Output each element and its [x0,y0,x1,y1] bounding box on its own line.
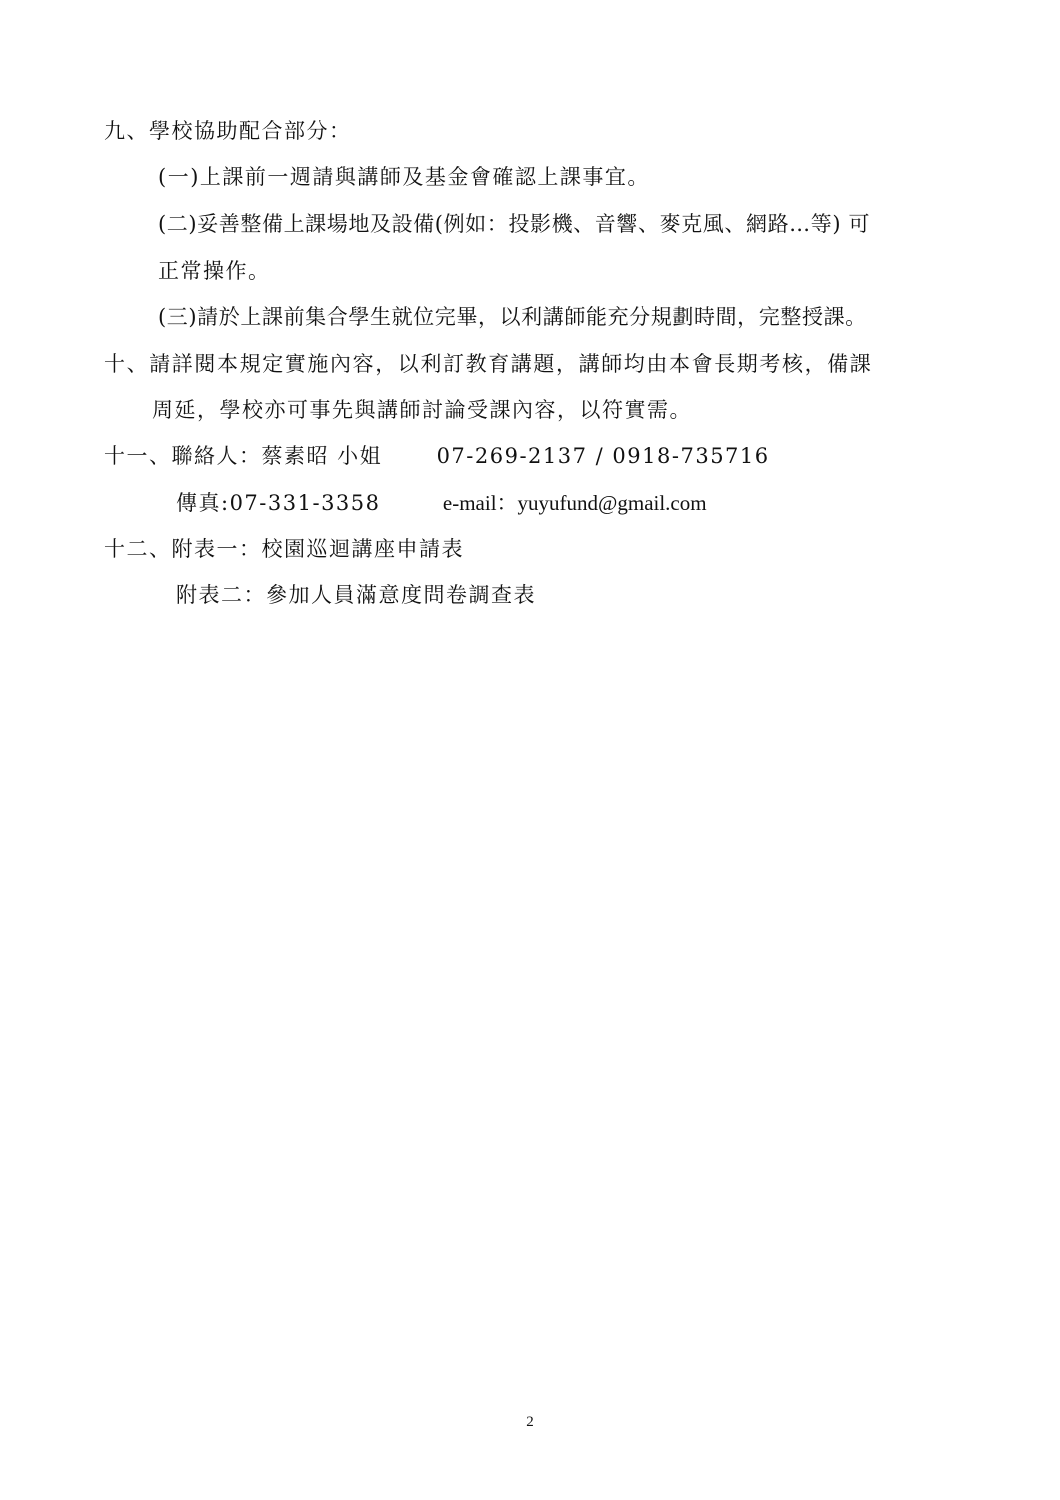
contact-fax: 傳真:07-331-3358 [176,491,381,515]
section-10-line-1: 十、請詳閱本規定實施內容，以利訂教育講題，講師均由本會長期考核，備課 [104,352,873,376]
section-9-item-3: (三)請於上課前集合學生就位完畢，以利講師能充分規劃時間，完整授課。 [158,305,867,329]
contact-person: 十一、聯絡人：蔡素昭 小姐 [104,444,383,468]
section-10-line-2: 周延，學校亦可事先與講師討論受課內容，以符實需。 [152,398,692,422]
section-12-attachment-1: 十二、附表一：校園巡迴講座申請表 [104,537,464,561]
section-11-fax-email [176,488,707,518]
section-9-heading: 九、學校協助配合部分： [104,119,352,143]
section-11-contact [104,441,770,471]
section-9-item-1: (一)上課前一週請與講師及基金會確認上課事宜。 [158,165,650,189]
page-number: 2 [526,1414,534,1430]
section-9-item-2-line-2: 正常操作。 [158,259,271,283]
contact-email: e-mail：yuyufund@gmail.com [442,491,707,515]
contact-phone: 07-269-2137 / 0918-735716 [436,444,770,468]
section-12-attachment-2: 附表二：參加人員滿意度問卷調查表 [176,583,536,607]
section-9-item-2-line-1: (二)妥善整備上課場地及設備(例如：投影機、音響、麥克風、網路…等) 可 [158,212,871,236]
